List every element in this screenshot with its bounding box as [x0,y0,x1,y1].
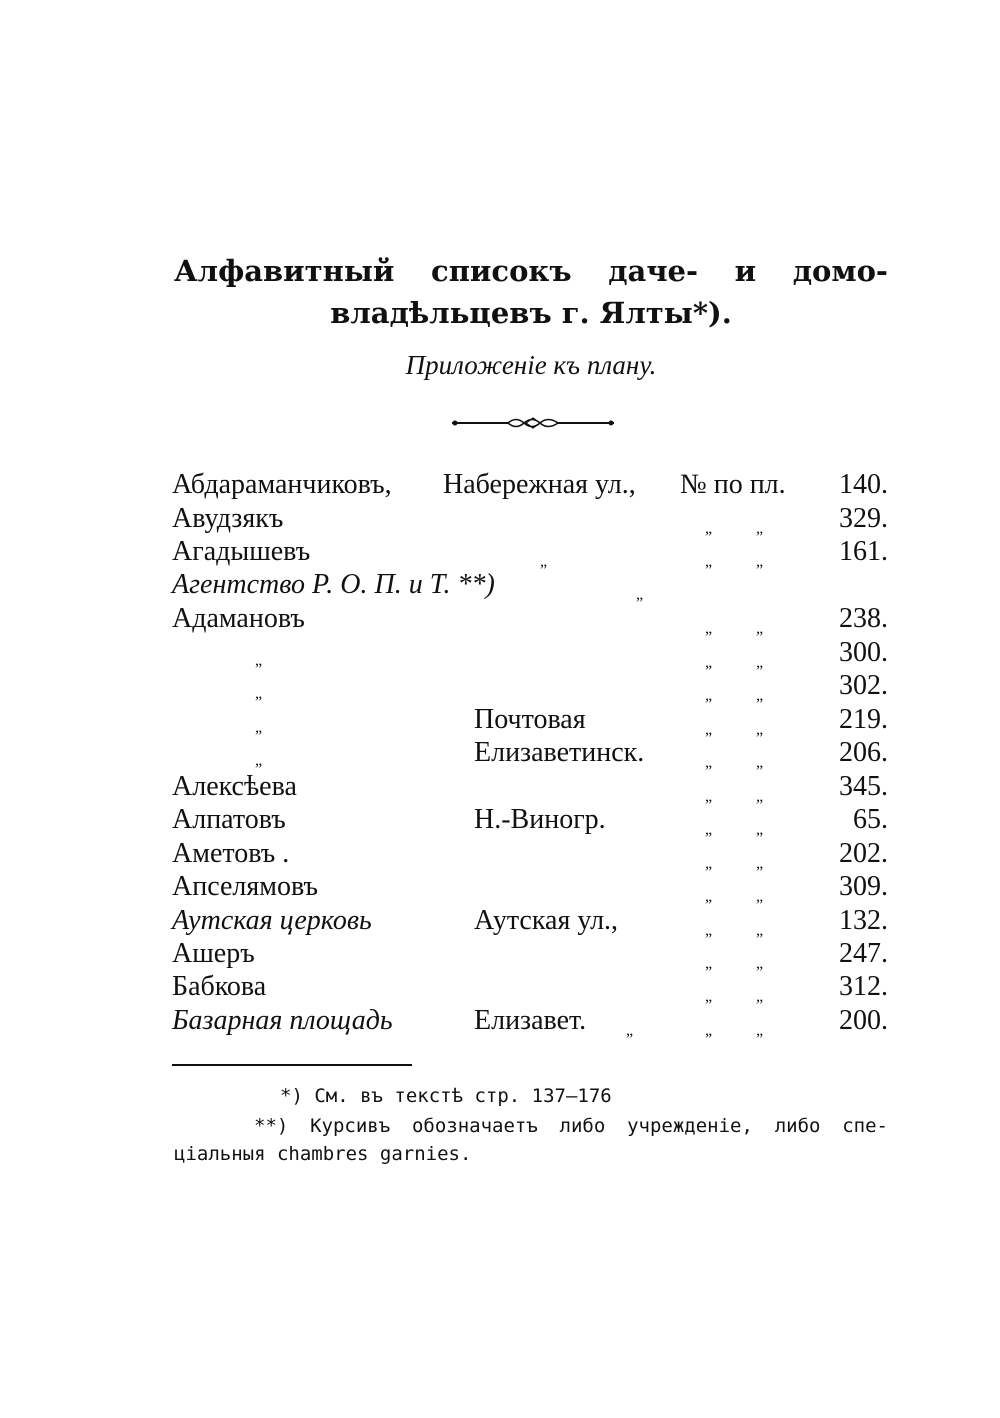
plan-number: 345. [839,771,888,802]
title-line-1 [174,250,888,292]
table-row [0,568,1000,601]
ditto-mark: „ [255,719,263,736]
ditto-mark: „ [756,754,764,771]
ditto-mark: „ [255,652,263,669]
ditto-mark: „ [705,620,713,637]
table-row [0,870,1000,903]
title-word: и [734,254,757,288]
plan-number: 247. [839,938,888,969]
plan-number: 161. [839,536,888,567]
owner-name: Адамановъ [172,603,305,634]
table-row [0,502,1000,535]
owner-name: Базарная площадь [172,1005,393,1036]
table-row [0,770,1000,803]
owner-name: Агентство Р. О. П. и Т. **) [172,569,495,600]
ditto-mark: „ [626,1022,634,1039]
title-word: домо- [792,254,888,288]
table-row [0,904,1000,937]
street-name: Елизаветинск. [474,737,645,768]
ditto-mark: „ [255,752,263,769]
ditto-mark: „ [756,520,764,537]
plan-number-label: № по пл. [680,469,786,500]
footnote-1: *) См. въ текстѣ стр. 137—176 [280,1085,612,1107]
owner-name: Алексѣева [172,771,297,802]
ditto-mark: „ [705,754,713,771]
street-name: Н.-Виногр. [474,804,606,835]
street-name: Набережная ул., [443,469,636,500]
ditto-mark: „ [756,620,764,637]
ditto-mark: „ [756,721,764,738]
page-title [174,250,888,334]
ditto-mark: „ [756,855,764,872]
ditto-mark: „ [540,553,548,570]
plan-number: 65. [853,804,888,835]
table-row [0,736,1000,769]
ditto-mark: „ [705,654,713,671]
ditto-mark: „ [705,553,713,570]
title-word: списокъ [431,254,572,288]
street-name: Елизавет. [474,1005,587,1036]
owner-name: Алпатовъ [172,804,286,835]
table-row [0,602,1000,635]
plan-number: 238. [839,603,888,634]
ditto-mark: „ [756,955,764,972]
plan-number: 309. [839,871,888,902]
plan-number: 140. [839,469,888,500]
ditto-mark: „ [756,687,764,704]
plan-number: 312. [839,971,888,1002]
title-word: Алфавитный [174,254,395,288]
plan-number: 302. [839,670,888,701]
ditto-mark: „ [756,988,764,1005]
table-row [0,937,1000,970]
ditto-mark: „ [705,687,713,704]
plan-number: 219. [839,704,888,735]
owner-name: Ашеръ [172,938,255,969]
ditto-mark: „ [705,922,713,939]
ditto-mark: „ [756,1022,764,1039]
ditto-mark: „ [705,788,713,805]
plan-number: 200. [839,1005,888,1036]
table-row [0,468,1000,501]
ditto-mark: „ [636,586,644,603]
owner-name: Авудзякъ [172,503,284,534]
owner-name: Абдараманчиковъ, [172,469,392,500]
title-word: даче- [608,254,699,288]
ditto-mark: „ [255,685,263,702]
ditto-mark: „ [705,520,713,537]
plan-number: 329. [839,503,888,534]
footnote-2: **) Курсивъ обозначаетъ либо учрежденiе, либо спе-цiальныя chambres garnies. [174,1115,888,1165]
table-row [0,703,1000,736]
owner-name: Бабкова [172,971,267,1002]
ditto-mark: „ [705,821,713,838]
footnote-rule [172,1064,412,1066]
title-line-2: владѣльцевъ г. Ялты*). [330,296,732,330]
ditto-mark: „ [705,988,713,1005]
plan-number: 202. [839,838,888,869]
table-row [0,837,1000,870]
plan-number: 300. [839,637,888,668]
table-row [0,636,1000,669]
street-name: Почтовая [474,704,586,735]
owner-name: Аутская церковь [172,905,372,936]
table-row [0,535,1000,568]
ornament-divider-icon [452,414,614,432]
table-row [0,669,1000,702]
ditto-mark: „ [756,922,764,939]
plan-number: 206. [839,737,888,768]
ditto-mark: „ [756,654,764,671]
ditto-mark: „ [705,888,713,905]
plan-number: 132. [839,905,888,936]
ditto-mark: „ [756,888,764,905]
owner-name: Апселямовъ [172,871,318,902]
ditto-mark: „ [756,553,764,570]
subtitle: Приложенiе къ плану. [405,350,657,380]
ditto-mark: „ [705,955,713,972]
table-row [0,970,1000,1003]
ditto-mark: „ [705,855,713,872]
ditto-mark: „ [756,821,764,838]
owner-name: Аметовъ . [172,838,290,869]
table-row [0,803,1000,836]
table-row [0,1004,1000,1037]
ditto-mark: „ [756,788,764,805]
ditto-mark: „ [705,1022,713,1039]
owner-name: Агадышевъ [172,536,311,567]
ditto-mark: „ [705,721,713,738]
street-name: Аутская ул., [474,905,619,936]
